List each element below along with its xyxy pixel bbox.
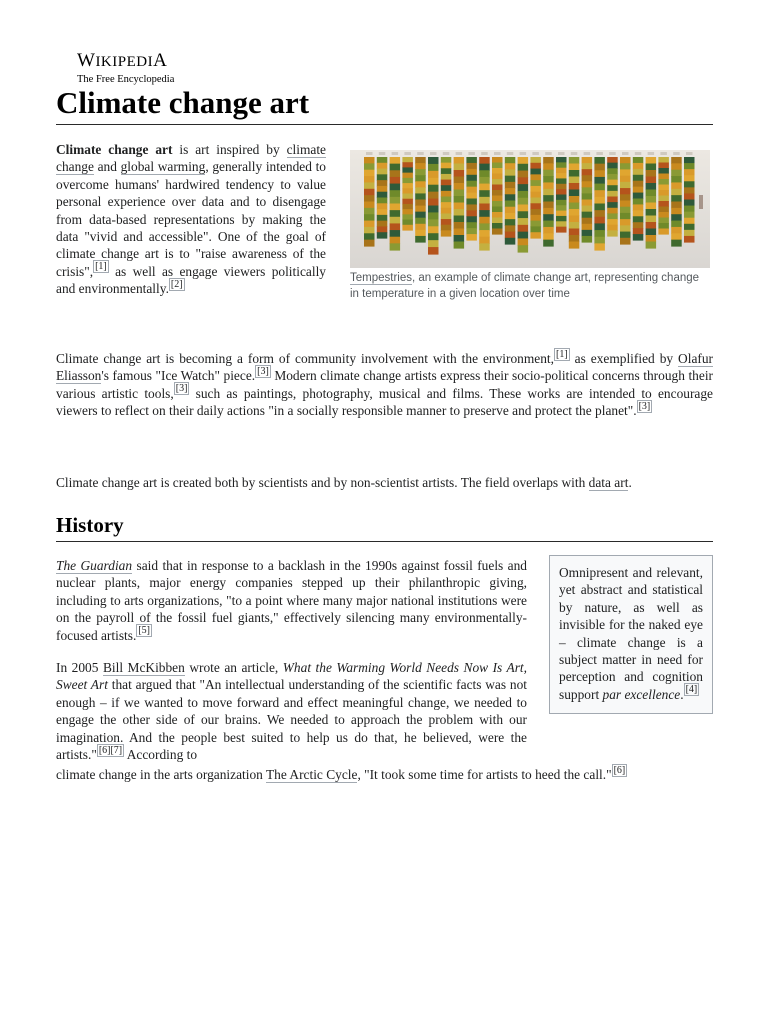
text-run: According to [124, 747, 198, 763]
pull-quote-box [549, 555, 713, 714]
lead-paragraph [56, 141, 326, 298]
text-run: and [93, 159, 121, 175]
text-run: said that in response to a backlash in the 1990s against fossil fuels and nuclear plants, major energy companies stepped up their philanthropic giving, including to arts organizations, "to a point where many major national institutions were on the payroll of the fossil fuel giants," effectively silencing many environmentally-focused artists. [56, 558, 527, 643]
citation-3[interactable]: [3] [257, 365, 269, 377]
citation-2[interactable]: [2] [170, 278, 183, 290]
page-title: Climate change art [56, 85, 310, 120]
history-paragraph-2-continued [56, 766, 713, 783]
text-run: as exemplified by [569, 351, 679, 366]
history-divider [56, 541, 713, 542]
lead-bold-term: Climate change art [56, 142, 173, 157]
title-divider [56, 124, 713, 125]
history-paragraph-1 [56, 557, 527, 644]
citation-4[interactable]: [4] [685, 684, 698, 696]
text-run: . [628, 475, 632, 490]
logo-tagline: The Free Encyclopedia [77, 74, 175, 85]
text-run: 's famous "Ice Watch" piece. [101, 368, 256, 384]
text-run: climate change in the arts organization [56, 767, 266, 782]
body-paragraph-3 [56, 474, 713, 491]
text-run: as well as engage viewers politically and environmentally. [56, 263, 326, 297]
text-run: , "It took some time for artists to heed the call." [357, 767, 612, 782]
text-run: is art inspired by [172, 142, 287, 157]
citation-6-7[interactable]: [6][7] [98, 744, 123, 756]
link-climate-change[interactable]: climate change [56, 142, 326, 175]
text-run: that argued that "An intellectual understanding of the scientific facts was not enough – if we wanted to move forward and effect meaningful change, we needed to engage the other side of our brains. We needed to approach the problem with our imagination. And the people best suited to help us do that, he believed, were the artists." [56, 677, 527, 763]
citation-1b[interactable]: [1] [556, 348, 568, 360]
pull-quote-text: Omnipresent and relevant, yet abstract and statistical by nature, as well as invisible for the naked eye – climate change is a subject matter in need for perception and cognition support par excellence. [4] [559, 565, 703, 702]
link-the-guardian[interactable]: The Guardian [56, 558, 133, 573]
text-run: In 2005 [56, 660, 103, 675]
citation-1[interactable]: [1] [95, 261, 107, 273]
text-run: Modern climate change artists express their socio-political concerns through their various artistic tools, [56, 368, 713, 401]
body-paragraph-2 [56, 350, 713, 420]
citation-6b[interactable]: [6] [613, 764, 626, 776]
tempestries-image[interactable] [350, 150, 710, 268]
link-bill-mckibben[interactable]: Bill McKibben [102, 660, 185, 675]
link-the-arctic-cycle[interactable]: The Arctic Cycle [265, 767, 358, 782]
citation-3b[interactable]: [3] [175, 383, 188, 395]
link-global-warming[interactable]: global warming [120, 159, 206, 175]
article-title-italic: What the Warming World Needs Now Is Art, Sweet Art [56, 660, 527, 693]
citation-3c[interactable]: [3] [638, 400, 651, 412]
figure-caption [350, 270, 705, 302]
logo-wordmark: WIKIPEDIA [77, 50, 168, 71]
citation-5[interactable]: [5] [138, 625, 150, 637]
history-paragraph-2 [56, 659, 527, 763]
section-heading-history: History [56, 513, 124, 537]
link-data-art[interactable]: data art [588, 475, 629, 490]
text-run: wrote an article, [184, 660, 283, 675]
caption-text: , an example of climate change art, representing change in temperature in a given location over time [350, 272, 700, 300]
wikipedia-logo[interactable] [77, 51, 174, 86]
text-run: Climate change art is becoming a form of community involvement with the environment, [56, 351, 555, 366]
text-run: , generally intended to overcome humans' hardwired tendency to value personal experience over data and to disengage from data-based representations by making the data "vivid and accessible". One of the goal of climate change art is to "raise awareness of the crisis", [56, 159, 327, 279]
text-run: such as paintings, photography, musical and films. These works are intended to encourage viewers to reflect on their daily actions "in a socially responsible manner to preserve and protect the planet". [56, 385, 714, 419]
tempestries-figure [350, 150, 710, 302]
quote-italic: par excellence [602, 686, 681, 702]
link-tempestries[interactable]: Tempestries [350, 272, 412, 284]
text-run: Climate change art is created both by scientists and by non-scientist artists. The field overlaps with [56, 475, 589, 490]
link-olafur-eliasson[interactable]: Olafur Eliasson [56, 351, 713, 384]
